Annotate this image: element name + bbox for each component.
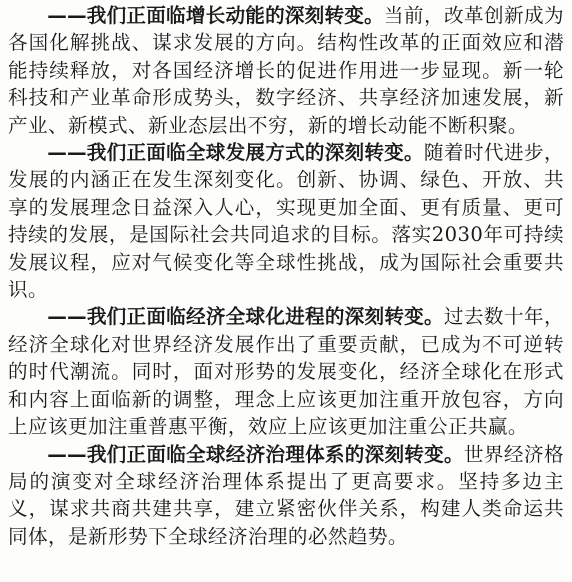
article-body [8,2,564,550]
paragraph-heading: ——我们正面临增长动能的深刻转变。 [47,4,384,27]
paragraph-growth-momentum [8,2,564,139]
top-crop-edge [0,0,572,4]
paragraph-heading: ——我们正面临经济全球化进程的深刻转变。 [47,305,444,329]
paragraph-globalization [8,303,564,440]
paragraph-governance [8,441,564,551]
paragraph-heading: ——我们正面临全球经济治理体系的深刻转变。 [47,442,464,466]
paragraph-heading: ——我们正面临全球发展方式的深刻转变。 [47,141,424,165]
paragraph-text: 过去数十年，经济全球化对世界经济发展作出了重要贡献，已成为不可逆转的时代潮流。同时，面对形势的发展变化，经济全球化在形式和内容上面临新的调整，理念上应该更加注重开放包容，方向上应该更加注重普惠平衡，效应上应该更加注重公正共赢。 [8,305,565,439]
paragraph-text: 随着时代进步，发展的内涵正在发生深刻变化。创新、协调、绿色、开放、共享的发展理念日益深入人心，实现更加全面、更有质量、更可持续的发展，是国际社会共同追求的目标。落实2030年可持续发展议程，应对气候变化等全球性挑战，成为国际社会重要共识。 [8,141,564,302]
paragraph-development-mode [8,139,564,303]
paragraph-text: 世界经济格局的演变对全球经济治理体系提出了更高要求。坚持多边主义，谋求共商共建共享，建立紧密伙伴关系，构建人类命运共同体，是新形势下全球经济治理的必然趋势。 [8,442,565,548]
paragraph-text: 当前，改革创新成为各国化解挑战、谋求发展的方向。结构性改革的正面效应和潜能持续释放，对各国经济增长的促进作用进一步显现。新一轮科技和产业革命形成势头，数字经济、共享经济加速发展，新产业、新模式、新业态层出不穷，新的增长动能不断积聚。 [8,4,564,137]
